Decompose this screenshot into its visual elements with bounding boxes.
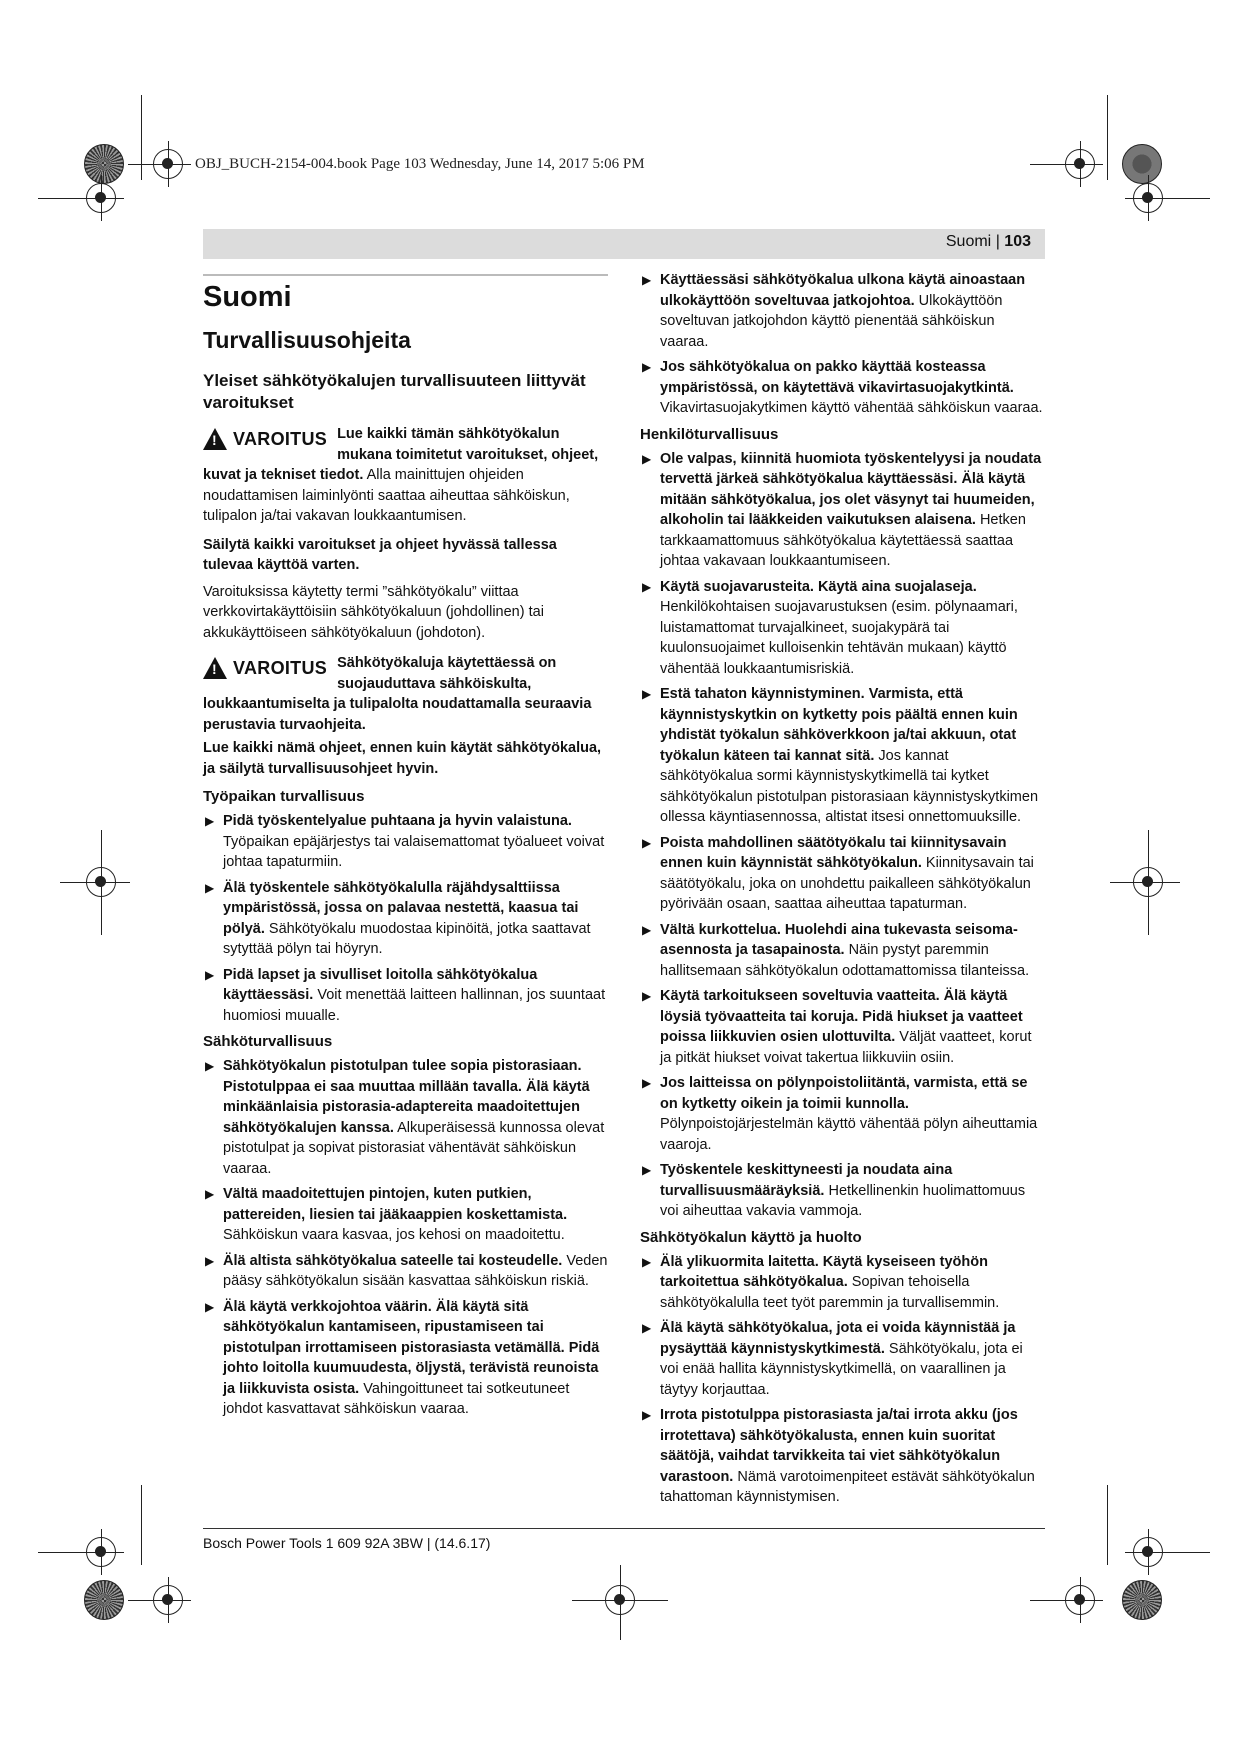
bullet-arrow-icon: ▶	[642, 1321, 652, 1335]
list-item: ▶ Vältä kurkottelua. Huolehdi aina tukevasta seisoma-asennosta ja tasapainosta. Näin pystyt paremmin hallitsemaan sähkötyökalun odottamattomissa tilanteissa.	[642, 921, 1030, 979]
bullet-arrow-icon: ▶	[642, 1163, 652, 1177]
registration-crosshair-icon	[153, 149, 183, 179]
warning-block-2: ! VAROITUS Sähkötyökaluja käytettäessä on suojauduttava sähköiskulta, loukkaantumiselta ja tulipalolta noudattamalla seuraavia perustavia turvaohjeita. Lue kaikki nämä ohjeet, ennen kuin käytät sähkötyökalua, ja säilytä turvallisuusohjeet hyvin.	[203, 655, 602, 777]
bullet-arrow-icon: ▶	[205, 1187, 215, 1201]
bullet-arrow-icon: ▶	[642, 451, 652, 466]
registration-crosshair-icon	[86, 1537, 116, 1567]
registration-disc-icon	[84, 1580, 124, 1620]
list-item: ▶ Käyttäessäsi sähkötyökalua ulkona käytä ainoastaan ulkokäyttöön soveltuvaa jatkojohtoa. Ulkokäyttöön soveltuvan jatkojohdon käyttö pienentää sähköiskun vaaraa.	[642, 272, 1026, 350]
bullet-arrow-icon: ▶	[642, 360, 652, 374]
header-separator: |	[995, 233, 1000, 250]
list-item: ▶ Älä käytä verkkojohtoa väärin. Älä käytä sitä sähkötyökalun kantamiseen, ripustamiseen tai pistotulpan irrottamiseen pistorasiasta vetämällä. Pidä johto loitolla kuumuudesta, öljystä, terävistä reunoista ja liikkuvista osista. Vahingoittuneet tai sotkeutuneet johdot kasvattavat sähköiskun vaaraa.	[205, 1298, 600, 1417]
personal-heading: Henkilöturvallisuus	[640, 425, 779, 443]
column-rule	[203, 274, 608, 276]
registration-crosshair-icon	[1133, 867, 1163, 897]
list-item: ▶ Jos laitteissa on pölynpoistoliitäntä, varmista, että se on kytketty oikein ja toimii kunnolla. Pölynpoistojärjestelmän käyttö vähentää pölyn aiheuttamia vaaroja.	[642, 1075, 1038, 1153]
personal-list	[640, 449, 1045, 1222]
list-item: ▶ Jos sähkötyökalua on pakko käyttää kosteassa ympäristössä, on käytettävä vikavirtasuojakytkintä. Vikavirtasuojakytkimen käyttö vähentää sähköiskun vaaraa.	[642, 359, 1043, 416]
list-item: ▶ Poista mahdollinen säätötyökalu tai kiinnitysavain ennen kuin käynnistät sähkötyökalun. Kiinnitysavain tai säätötyökalu, joka on unohdettu paikalleen sähkötyökalun pyörivään osaan, saattaa aiheuttaa tapaturman.	[642, 834, 1034, 912]
registration-crosshair-icon	[1065, 149, 1095, 179]
list-item: ▶ Pidä lapset ja sivulliset loitolla sähkötyökalua käyttäessäsi. Voit menettää laitteen hallinnan, jos suuntaat huomiosi muualle.	[205, 966, 606, 1024]
section-title: Turvallisuusohjeita	[203, 327, 411, 353]
registration-crosshair-icon	[1133, 183, 1163, 213]
page-number: 103	[1004, 233, 1031, 250]
bullet-arrow-icon: ▶	[205, 1253, 215, 1268]
bullet-arrow-icon: ▶	[205, 880, 215, 895]
list-item: ▶ Käytä suojavarusteita. Käytä aina suojalaseja. Henkilökohtaisen suojavarustuksen (esim. pölynaamari, luistamattomat turvajalkineet, suojakypärä tai kuulonsuojaimet kulloisenkin tehtävän mukaan) käyttö vähentää loukkaantumisriskiä.	[642, 578, 1018, 677]
bullet-arrow-icon: ▶	[642, 835, 652, 850]
term-definition: Varoituksissa käytetty termi ”sähkötyökalu” viittaa verkkovirtakäyttöisiin sähkötyökaluun (johdollinen) tai akkukäyttöiseen sähkötyökaluun (johdoton).	[203, 583, 544, 641]
registration-crosshair-icon	[1133, 1537, 1163, 1567]
electrical-list	[203, 1056, 608, 1420]
list-item: ▶ Älä käytä sähkötyökalua, jota ei voida käynnistää ja pysäyttää käynnistyskytkimestä. Sähkötyökalu, jota ei voi enää hallita käynnistyskytkimellä, on vaarallinen ja täytyy korjauttaa.	[642, 1320, 1023, 1398]
warning-badge: ! VAROITUS	[203, 657, 327, 679]
right-column	[640, 270, 1045, 1513]
bullet-arrow-icon: ▶	[205, 814, 215, 828]
list-item: ▶ Irrota pistotulppa pistorasiasta ja/tai irrota akku (jos irrotettava) sähkötyökalusta, ennen kuin suoritat säätöjä, vaihdat tarvikkeita tai viet sähkötyökalun varastoon. Nämä varotoimenpiteet estävät sähkötyökalun tahattoman käynnistymisen.	[642, 1407, 1035, 1505]
registration-disc-icon	[1122, 144, 1162, 184]
page-title: Suomi	[203, 281, 292, 313]
warning-triangle-icon: !	[203, 428, 227, 450]
list-item: ▶ Älä ylikuormita laitetta. Käytä kyseiseen työhön tarkoitettua sähkötyökalua. Sopivan tehoisella sähkötyökalulla teet työt paremmin ja turvallisemmin.	[642, 1253, 1000, 1311]
registration-crosshair-icon	[86, 867, 116, 897]
bullet-arrow-icon: ▶	[205, 1299, 215, 1314]
registration-crosshair-icon	[153, 1585, 183, 1615]
print-info: OBJ_BUCH-2154-004.book Page 103 Wednesday, June 14, 2017 5:06 PM	[195, 156, 645, 172]
list-item: ▶ Työskentele keskittyneesti ja noudata aina turvallisuusmääräyksiä. Hetkellinenkin huolimattomuus voi aiheuttaa vakavia vammoja.	[642, 1162, 1026, 1219]
warning-badge: ! VAROITUS	[203, 428, 327, 450]
bullet-arrow-icon: ▶	[205, 1059, 215, 1073]
registration-disc-icon	[84, 144, 124, 184]
registration-disc-icon	[1122, 1580, 1162, 1620]
bullet-arrow-icon: ▶	[205, 967, 215, 982]
workplace-list	[203, 811, 608, 1026]
bullet-arrow-icon: ▶	[642, 922, 652, 937]
warning-triangle-icon: !	[203, 657, 227, 679]
bullet-arrow-icon: ▶	[642, 1254, 652, 1269]
list-item: ▶ Käytä tarkoitukseen soveltuvia vaatteita. Älä käytä löysiä työvaatteita tai koruja. Pidä hiukset ja vaatteet poissa liikkuvien osien ulottuvilta. Väljät vaatteet, korut ja pitkät hiukset voivat takertua liikkuviin osiin.	[642, 988, 1032, 1066]
registration-crosshair-icon	[86, 183, 116, 213]
outdoor-list	[640, 270, 1045, 419]
bullet-arrow-icon: ▶	[642, 273, 652, 287]
page-footer	[203, 1528, 1045, 1551]
bullet-arrow-icon: ▶	[642, 989, 652, 1003]
list-item: ▶ Älä altista sähkötyökalua sateelle tai kosteudelle. Veden pääsy sähkötyökalun sisään kasvattaa sähköiskun riskiä.	[205, 1252, 608, 1289]
registration-crosshair-icon	[1065, 1585, 1095, 1615]
use-care-heading: Sähkötyökalun käyttö ja huolto	[640, 1228, 862, 1246]
bullet-arrow-icon: ▶	[642, 687, 652, 701]
general-warnings-heading: Yleiset sähkötyökalujen turvallisuuteen liittyvät varoitukset	[203, 371, 586, 412]
electrical-heading: Sähköturvallisuus	[203, 1033, 333, 1050]
list-item: ▶ Ole valpas, kiinnitä huomiota työskentelyysi ja noudata tervettä järkeä sähkötyökalua käyttäessäsi. Älä käytä mitään sähkötyökalua, jos olet väsynyt tai huumeiden, alkoholin tai lääkkeiden vaikutuksen alaisena. Hetken tarkkaamattomuus sähkötyökalua käytettäessä saattaa johtaa vakavaan loukkaantumiseen.	[642, 450, 1042, 569]
list-item: ▶ Sähkötyökalun pistotulpan tulee sopia pistorasiaan. Pistotulppaa ei saa muuttaa millään tavalla. Älä käytä minkäänlaisia pistorasia-adaptereita maadoitettujen sähkötyökalujen kanssa. Alkuperäisessä kunnossa olevat pistotulpat ja sopivat pistorasiat vähentävät sähköiskun vaaraa.	[205, 1058, 605, 1177]
bullet-arrow-icon: ▶	[642, 1408, 652, 1422]
list-item: ▶ Älä työskentele sähkötyökalulla räjähdysalttiissa ympäristössä, jossa on palavaa nestettä, kaasua tai pölyä. Sähkötyökalu muodostaa kipinöitä, jotka saattavat sytyttää pölyn tai höyryn.	[205, 879, 591, 957]
keep-instructions: Säilytä kaikki varoitukset ja ohjeet hyvässä tallessa tulevaa käyttöä varten.	[203, 536, 557, 573]
header-section: Suomi	[945, 233, 992, 250]
bullet-arrow-icon: ▶	[642, 579, 652, 594]
page-header	[203, 229, 1045, 259]
registration-crosshair-icon	[605, 1585, 635, 1615]
use-care-list	[640, 1252, 1045, 1508]
left-column	[203, 280, 608, 1425]
list-item: ▶ Pidä työskentelyalue puhtaana ja hyvin valaistuna. Työpaikan epäjärjestys tai valaisemattomat työalueet voivat johtaa tapaturmiin.	[205, 813, 605, 870]
list-item: ▶ Vältä maadoitettujen pintojen, kuten putkien, pattereiden, liesien tai jääkaappien koskettamista. Sähköiskun vaara kasvaa, jos kehosi on maadoitettu.	[205, 1186, 568, 1243]
warning-block-1: ! VAROITUS Lue kaikki tämän sähkötyökalun mukana toimitetut varoitukset, ohjeet, kuvat ja tekniset tiedot. Alla mainittujen ohjeiden noudattamisen laiminlyönti saattaa aiheuttaa sähköiskun, tulipalon ja/tai vakavan loukkaantumisen.	[203, 426, 599, 524]
bullet-arrow-icon: ▶	[642, 1076, 652, 1090]
footer-text: Bosch Power Tools 1 609 92A 3BW | (14.6.17)	[203, 1535, 491, 1551]
list-item: ▶ Estä tahaton käynnistyminen. Varmista, että käynnistyskytkin on kytketty pois päältä ennen kuin yhdistät työkalun sähköverkkoon ja/tai akkuun, otat työkalun käteen tai kannat sitä. Jos kannat sähkötyökalua sormi käynnistyskytkimellä tai kytket sähkötyökalun pistotulpan pistorasiaan käynnistyskytkimen ollessa käyntiasennossa, altistat itsesi onnettomuuksille.	[642, 686, 1039, 825]
workplace-heading: Työpaikan turvallisuus	[203, 788, 365, 805]
